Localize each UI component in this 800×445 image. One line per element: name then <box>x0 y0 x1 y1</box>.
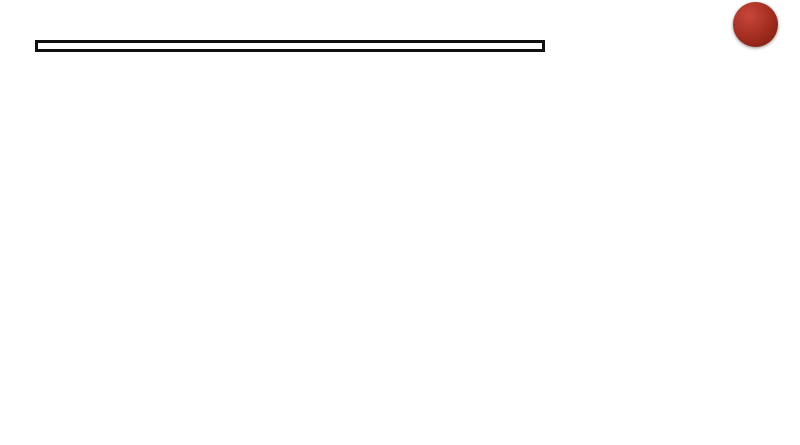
sequence-text-top <box>447 4 450 40</box>
annotation-badge-1 <box>733 2 778 47</box>
virus-detail-panel <box>35 40 545 52</box>
sequence-fasta-header <box>447 22 450 31</box>
